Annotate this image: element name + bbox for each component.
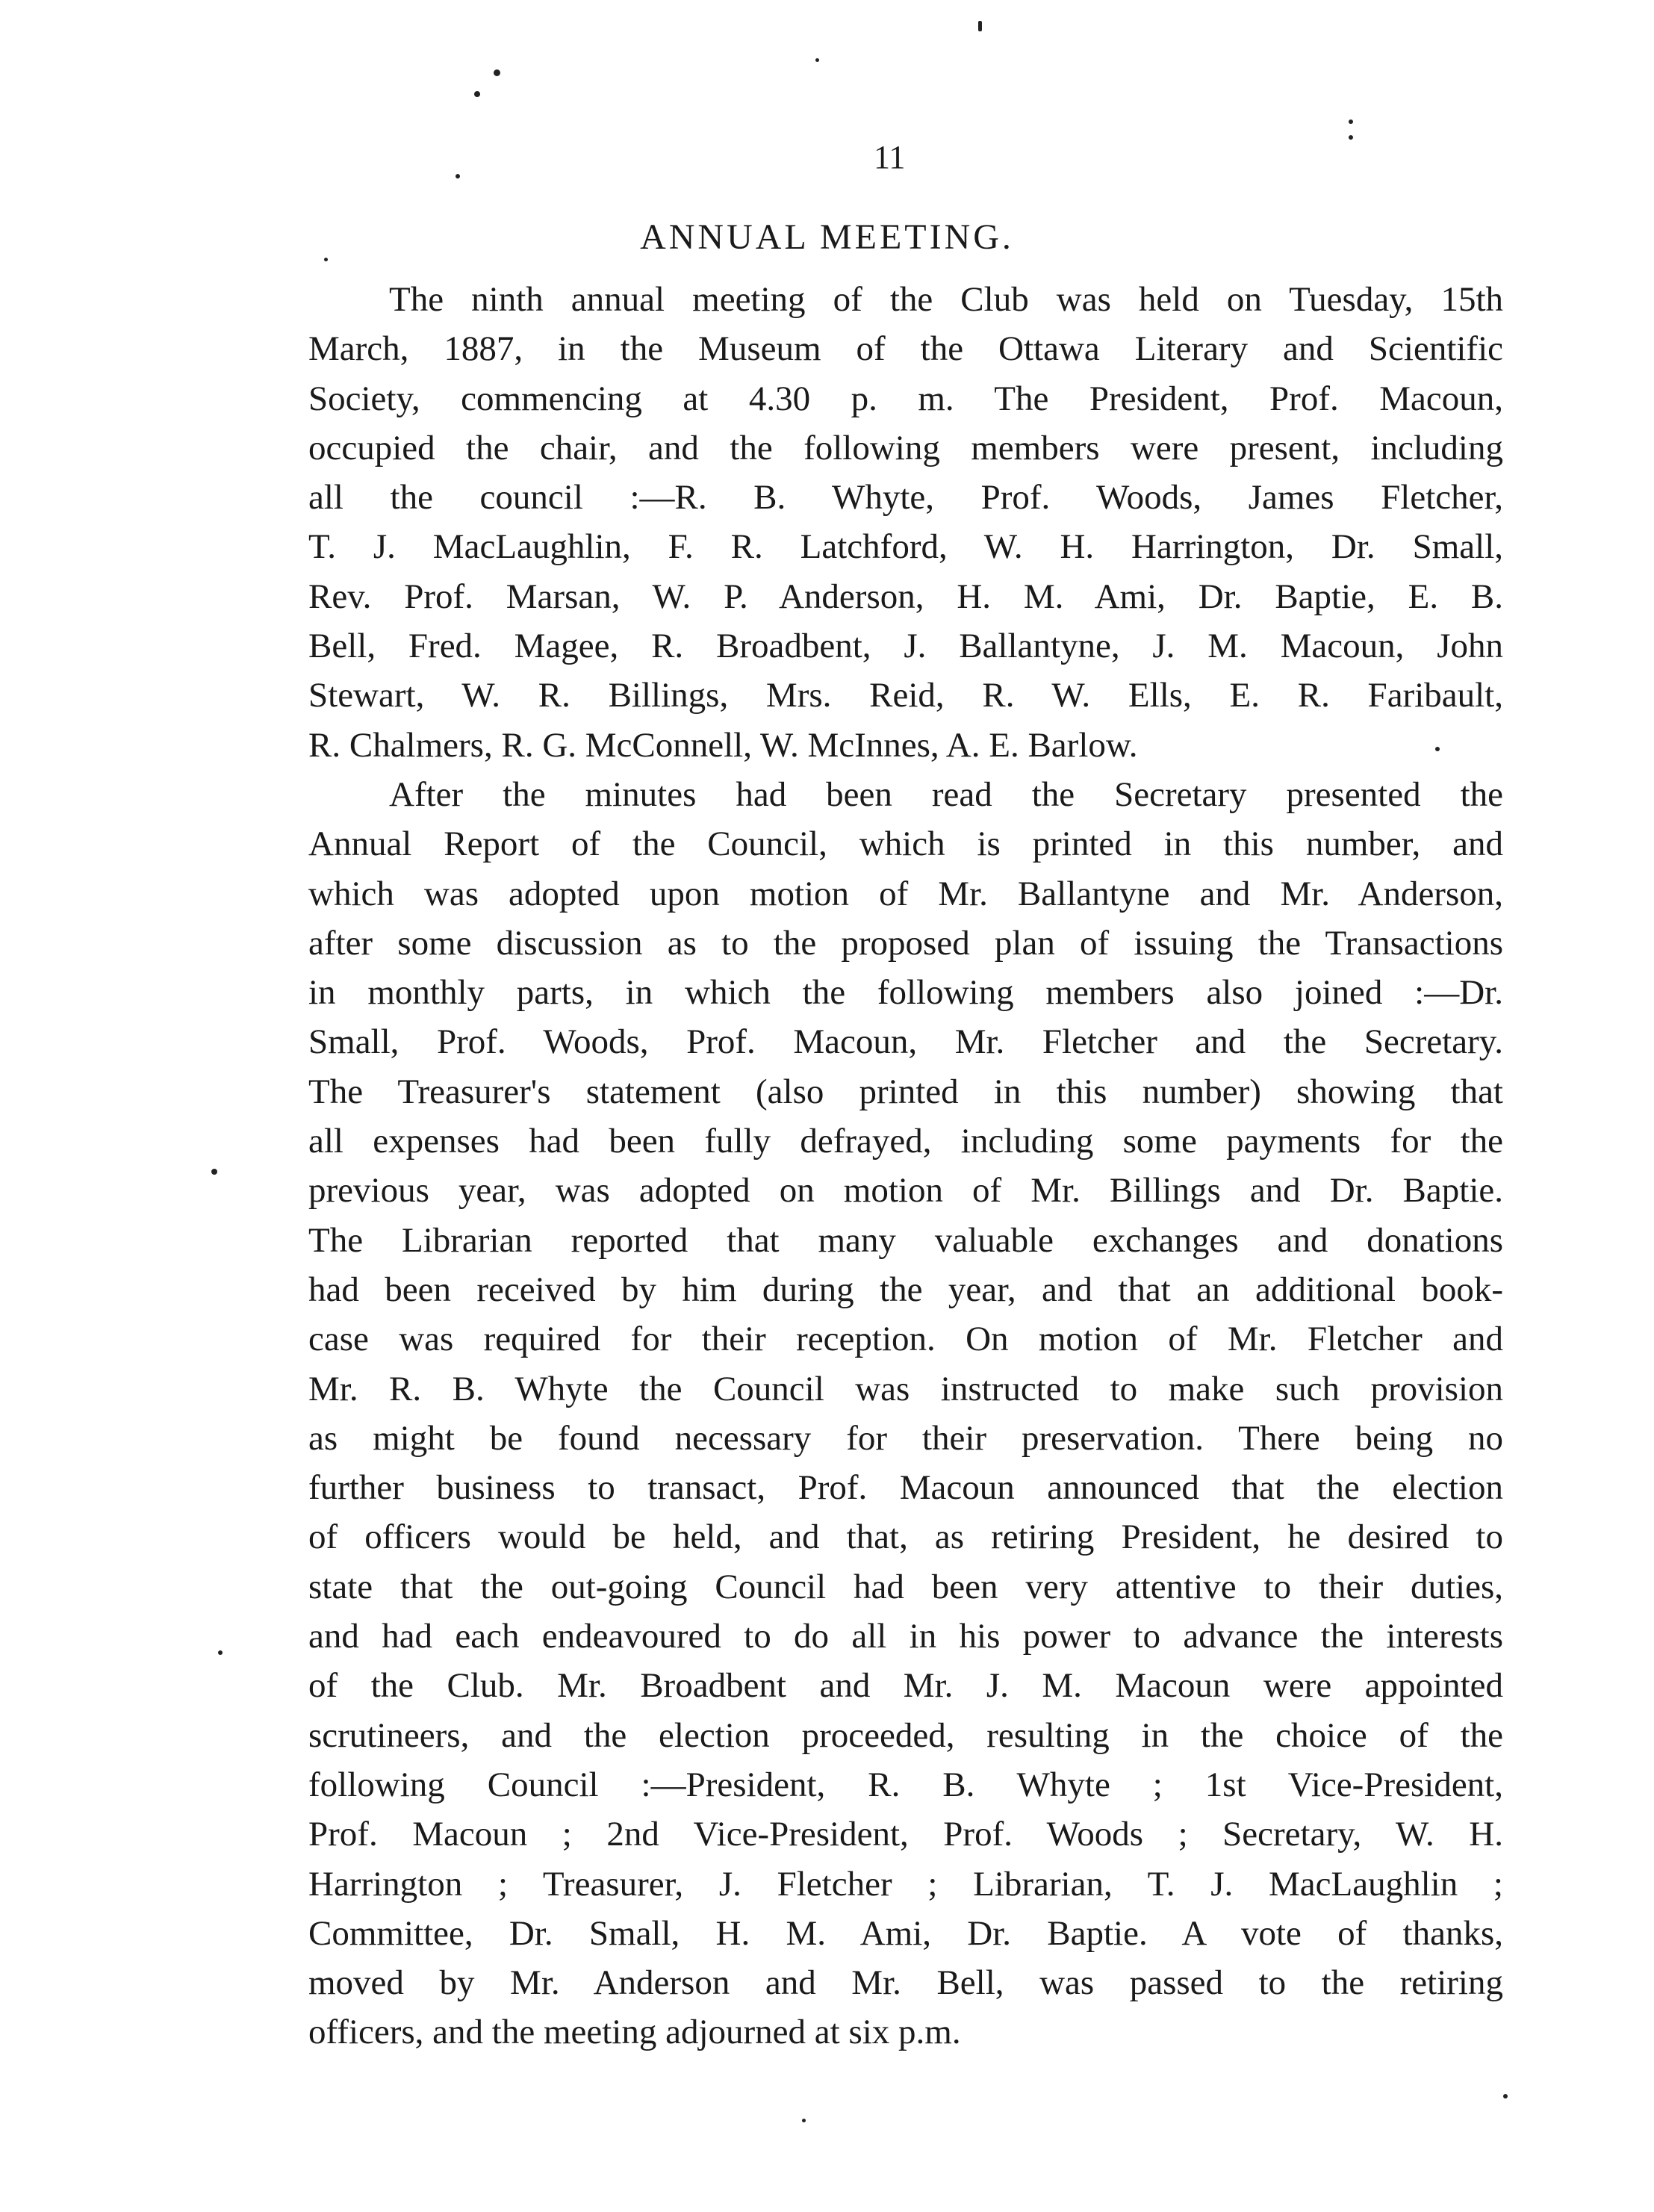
scan-speck <box>456 174 460 178</box>
page-number: 11 <box>874 139 906 175</box>
scan-speck <box>1435 747 1440 751</box>
scan-speck <box>211 1169 217 1175</box>
scan-speck <box>474 91 480 97</box>
paragraph-attendance <box>308 275 1503 770</box>
text-line: Mr. R. B. Whyte the Council was instructed to make such provision <box>308 1369 1503 1408</box>
text-line: Prof. Macoun ; 2nd Vice-President, Prof. Woods ; Secretary, W. H. <box>308 1815 1503 1854</box>
text-line: following Council :—President, R. B. Whyte ; 1st Vice-President, <box>308 1765 1503 1804</box>
scan-speck <box>815 58 819 62</box>
text-line: Bell, Fred. Magee, R. Broadbent, J. Ballantyne, J. M. Macoun, John <box>308 627 1503 666</box>
scan-speck <box>494 69 500 76</box>
text-line: moved by Mr. Anderson and Mr. Bell, was passed to the retiring <box>308 1963 1503 2003</box>
text-line: March, 1887, in the Museum of the Ottawa Literary and Scientific <box>308 329 1503 369</box>
scan-speck <box>802 2119 806 2122</box>
text-line: further business to transact, Prof. Macoun announced that the election <box>308 1468 1503 1508</box>
text-line: Harrington ; Treasurer, J. Fletcher ; Librarian, T. J. MacLaughlin ; <box>308 1864 1503 1904</box>
text-line: The ninth annual meeting of the Club was held on Tuesday, 15th <box>389 280 1503 319</box>
text-line: after some discussion as to the proposed plan of issuing the Transactions <box>308 923 1503 963</box>
text-line: The Treasurer's statement (also printed in this number) showing that <box>308 1072 1503 1111</box>
text-line: of the Club. Mr. Broadbent and Mr. J. M. Macoun were appointed <box>308 1666 1503 1706</box>
text-line: R. Chalmers, R. G. McConnell, W. McInnes, A. E. Barlow. <box>308 725 1138 765</box>
scan-speck <box>218 1650 223 1655</box>
text-line: all the council :—R. B. Whyte, Prof. Woods, James Fletcher, <box>308 478 1503 518</box>
scan-speck <box>324 258 328 261</box>
paragraph-proceedings <box>308 770 1503 2057</box>
text-line: case was required for their reception. On motion of Mr. Fletcher and <box>308 1320 1503 1359</box>
text-line: Small, Prof. Woods, Prof. Macoun, Mr. Fletcher and the Secretary. <box>308 1022 1503 1062</box>
text-line: all expenses had been fully defrayed, including some payments for the <box>308 1122 1503 1161</box>
text-line: of officers would be held, and that, as retiring President, he desired to <box>308 1517 1503 1557</box>
text-line: as might be found necessary for their preservation. There being no <box>308 1418 1503 1458</box>
text-line: Society, commencing at 4.30 p. m. The President, Prof. Macoun, <box>308 379 1503 418</box>
text-line: Annual Report of the Council, which is printed in this number, and <box>308 824 1503 864</box>
scan-speck <box>1503 2094 1508 2098</box>
text-line: in monthly parts, in which the following members also joined :—Dr. <box>308 973 1503 1013</box>
text-line: occupied the chair, and the following members were present, including <box>308 428 1503 467</box>
text-line: T. J. MacLaughlin, F. R. Latchford, W. H. Harrington, Dr. Small, <box>308 527 1503 567</box>
text-line: Stewart, W. R. Billings, Mrs. Reid, R. W. Ells, E. R. Faribault, <box>308 676 1503 715</box>
body-text <box>308 275 1503 2057</box>
text-line: Rev. Prof. Marsan, W. P. Anderson, H. M. Ami, Dr. Baptie, E. B. <box>308 577 1503 616</box>
page-title: ANNUAL MEETING. <box>640 217 1014 257</box>
text-line: After the minutes had been read the Secretary presented the <box>389 774 1503 814</box>
text-line: previous year, was adopted on motion of Mr. Billings and Dr. Baptie. <box>308 1171 1503 1211</box>
text-line: and had each endeavoured to do all in his power to advance the interests <box>308 1617 1503 1656</box>
scan-speck <box>1349 119 1353 124</box>
text-line: The Librarian reported that many valuable exchanges and donations <box>308 1220 1503 1260</box>
text-line: had been received by him during the year, and that an additional book- <box>308 1270 1503 1309</box>
text-line: Committee, Dr. Small, H. M. Ami, Dr. Baptie. A vote of thanks, <box>308 1913 1503 1953</box>
scan-speck <box>1349 135 1353 140</box>
text-line: officers, and the meeting adjourned at six p.m. <box>308 2013 961 2052</box>
scan-speck <box>978 21 982 31</box>
text-line: which was adopted upon motion of Mr. Ballantyne and Mr. Anderson, <box>308 874 1503 913</box>
text-line: scrutineers, and the election proceeded, resulting in the choice of the <box>308 1715 1503 1755</box>
text-line: state that the out-going Council had been very attentive to their duties, <box>308 1567 1503 1606</box>
